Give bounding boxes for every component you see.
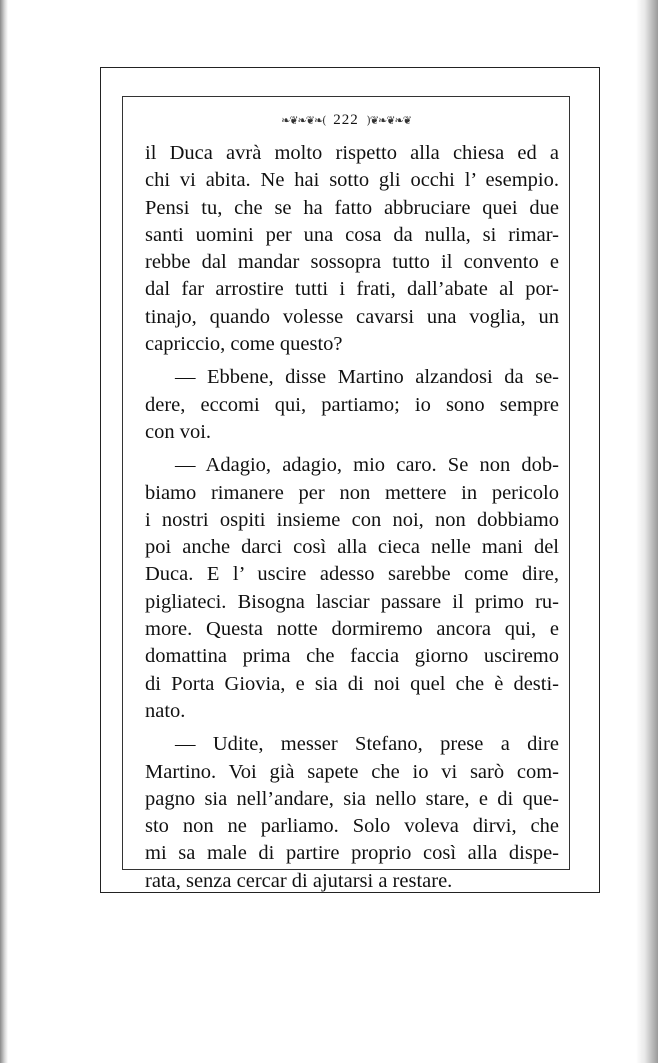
- text-line: nato.: [145, 699, 186, 722]
- page-header: [122, 110, 570, 129]
- text-line: sto non ne parliamo. Solo voleva dirvi, che: [145, 815, 559, 838]
- text-line: rebbe dal mandar sossopra tutto il convento e: [145, 251, 559, 274]
- text-line: — Udite, messer Stefano, prese a dire: [175, 733, 559, 756]
- text-line: mi sa male di partire proprio così alla dispe-: [145, 842, 559, 865]
- text-line: Pensi tu, che se ha fatto abbruciare quei due: [145, 196, 559, 219]
- left-ornament-icon: ❧❦❧❦❧(: [281, 113, 326, 127]
- page-edge-shadow-right: [636, 0, 658, 1063]
- paragraph: [145, 731, 559, 895]
- body-text: [145, 140, 559, 895]
- right-ornament-icon: )❦❧❦❧❦: [366, 113, 411, 127]
- text-line: i nostri ospiti insieme con noi, non dobbiamo: [145, 508, 559, 531]
- text-line: santi uomini per una cosa da nulla, si rimar-: [145, 223, 559, 246]
- page-edge-shadow-left: [0, 0, 8, 1063]
- text-line: chi vi abita. Ne hai sotto gli occhi l’ esempio.: [145, 169, 559, 192]
- text-line: more. Questa notte dormiremo ancora qui, e: [145, 618, 559, 641]
- text-line: pigliateci. Bisogna lasciar passare il primo ru-: [145, 590, 559, 613]
- text-line: rata, senza cercar di ajutarsi a restare.: [145, 869, 453, 892]
- text-line: — Adagio, adagio, mio caro. Se non dob-: [175, 454, 559, 477]
- text-line: poi anche darci così alla cieca nelle mani del: [145, 536, 559, 559]
- paragraph: [145, 364, 559, 446]
- text-line: di Porta Giovia, e sia di noi quel che è desti-: [145, 672, 559, 695]
- page-number: 222: [333, 111, 359, 128]
- paragraph: [145, 452, 559, 725]
- paragraph: [145, 140, 559, 358]
- text-line: Duca. E l’ uscire adesso sarebbe come dire,: [145, 563, 559, 586]
- text-line: — Ebbene, disse Martino alzandosi da se-: [175, 366, 559, 389]
- text-line: biamo rimanere per non mettere in pericolo: [145, 481, 559, 504]
- text-line: Martino. Voi già sapete che io vi sarò com-: [145, 760, 559, 783]
- text-line: tinajo, quando volesse cavarsi una voglia, un: [145, 305, 559, 328]
- text-line: dere, eccomi qui, partiamo; io sono sempre: [145, 393, 559, 416]
- text-line: domattina prima che faccia giorno usciremo: [145, 645, 559, 668]
- text-line: capriccio, come questo?: [145, 333, 343, 356]
- text-line: il Duca avrà molto rispetto alla chiesa ed a: [145, 142, 559, 164]
- text-line: pagno sia nell’andare, sia nello stare, e di que-: [145, 787, 559, 810]
- text-line: dal far arrostire tutti i frati, dall’abate al por-: [145, 278, 559, 301]
- text-line: con voi.: [145, 420, 212, 443]
